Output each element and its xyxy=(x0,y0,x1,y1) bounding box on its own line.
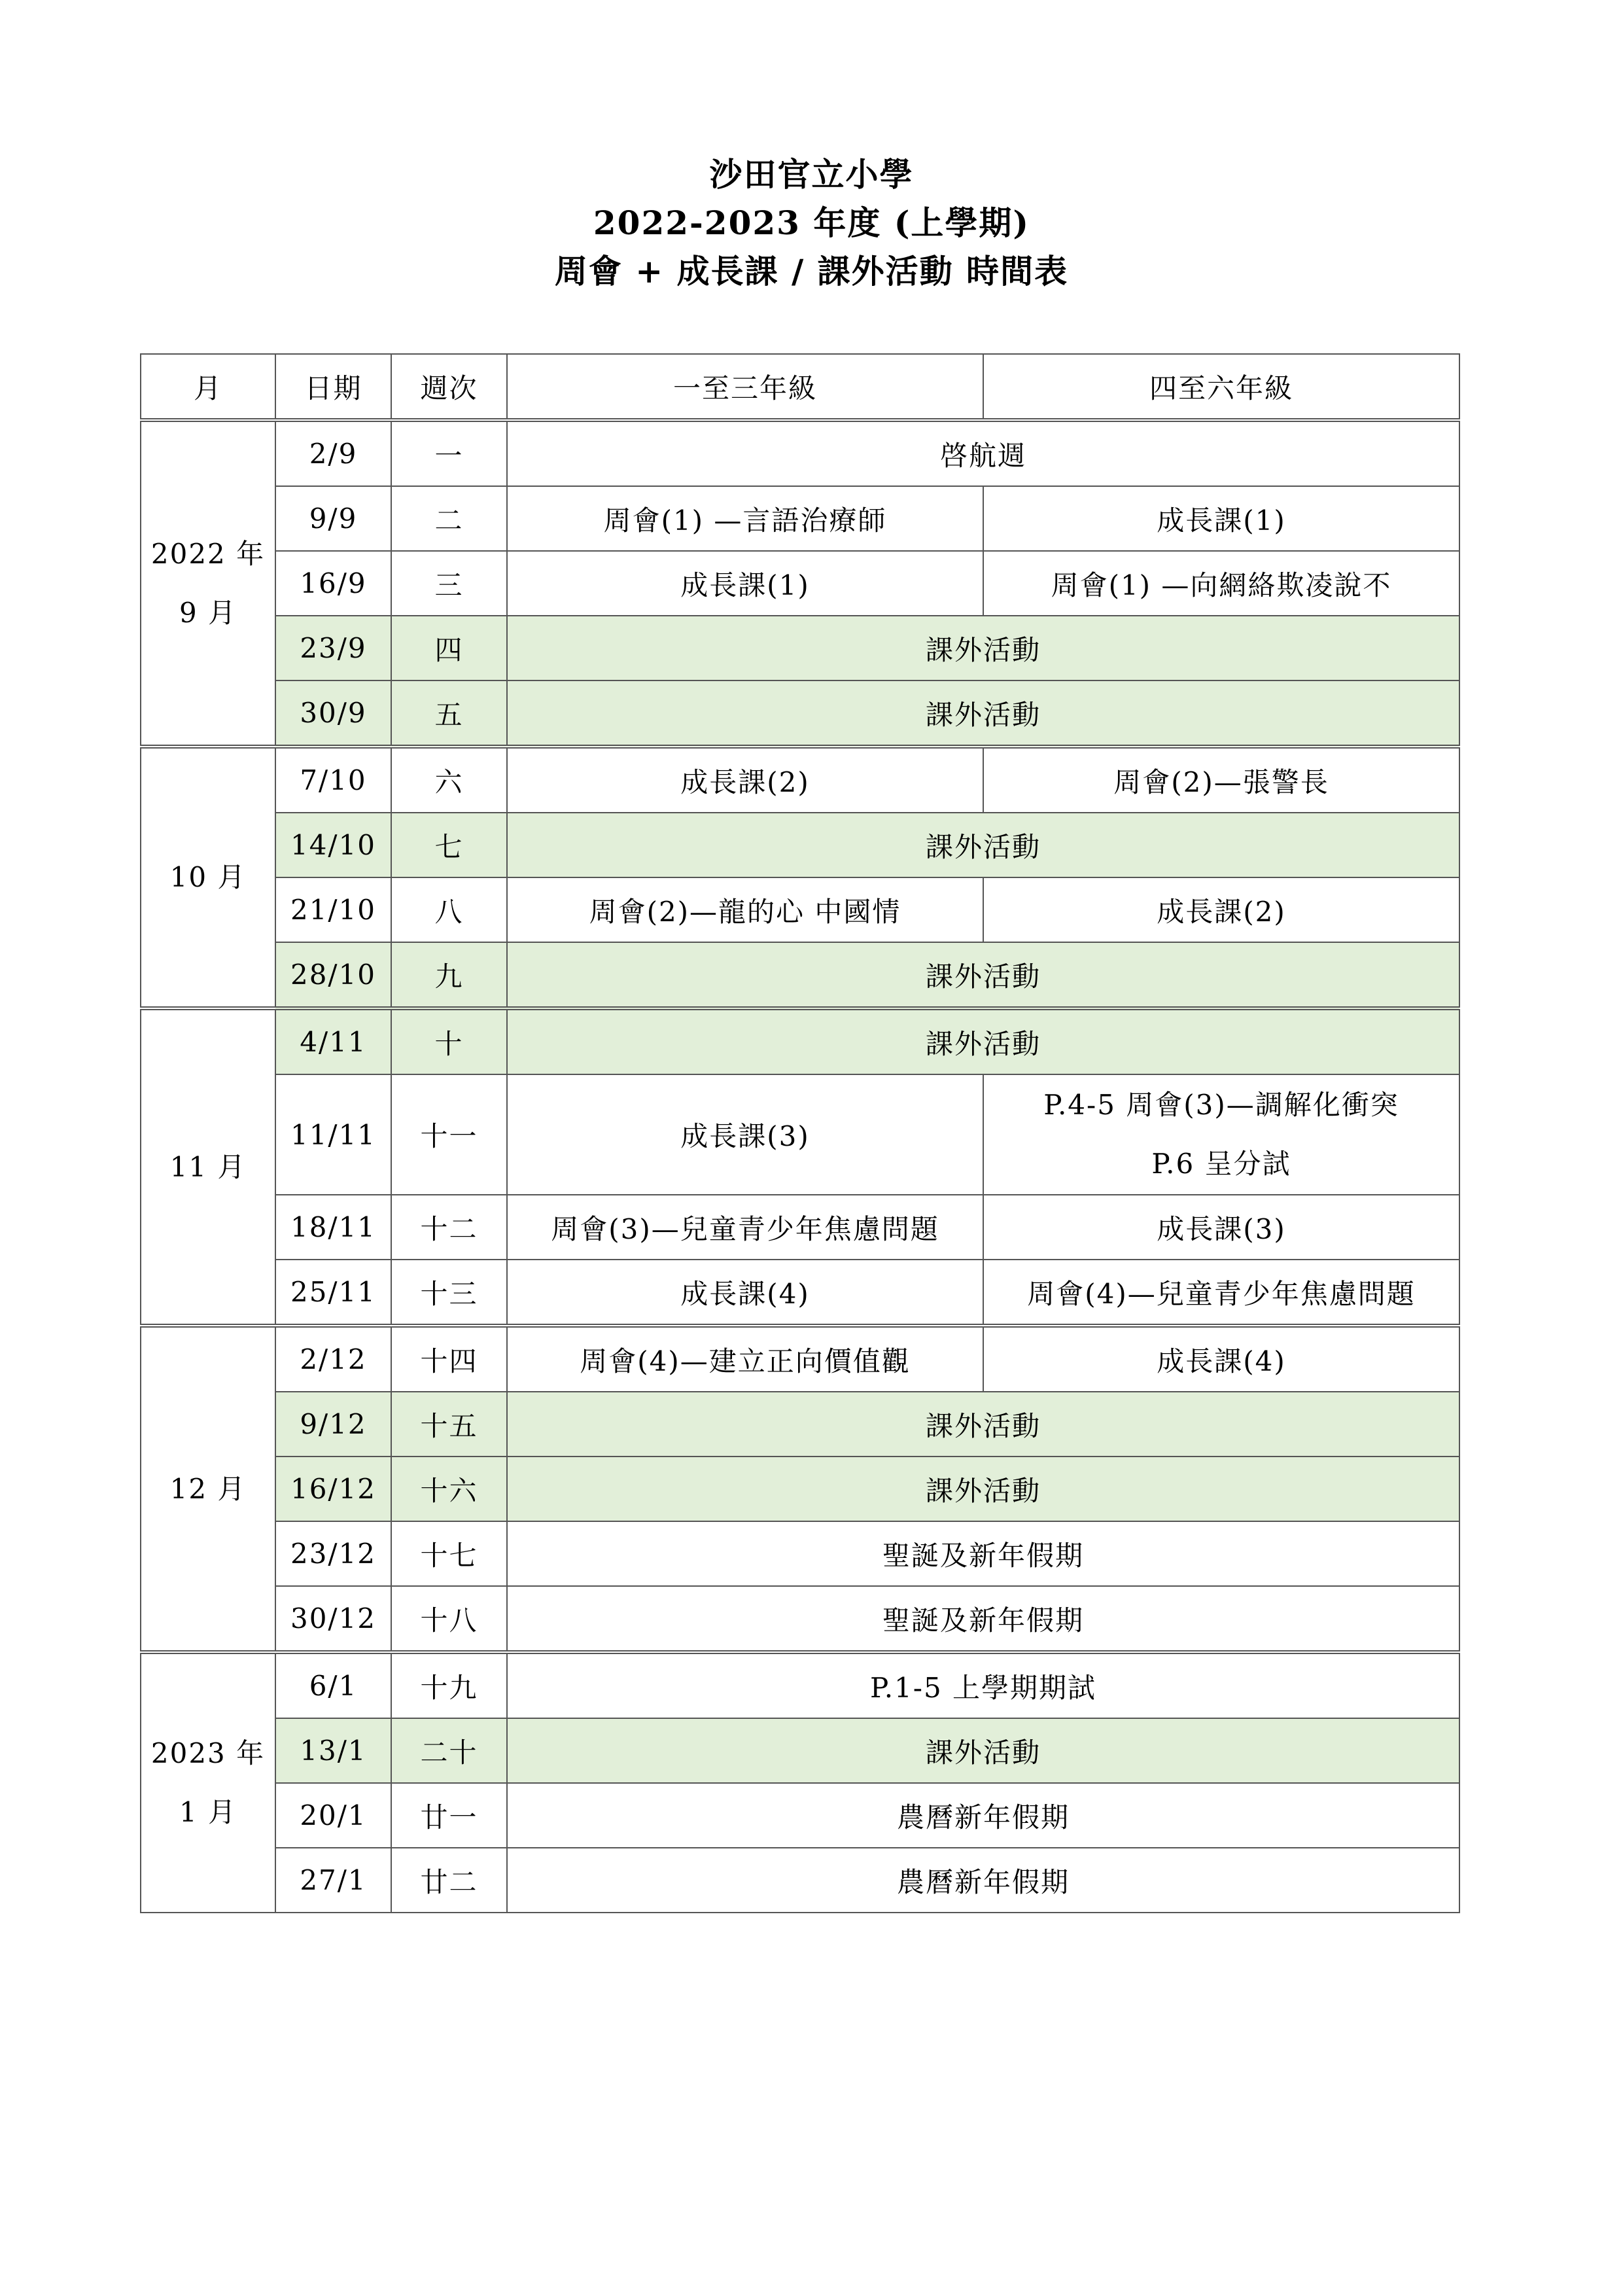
activity-cell: 課外活動 xyxy=(507,942,1459,1008)
holiday-cell: 聖誕及新年假期 xyxy=(507,1521,1459,1586)
senior-cell: 成長課(4) xyxy=(983,1326,1459,1392)
activity-cell: 課外活動 xyxy=(507,680,1459,747)
table-row xyxy=(141,1392,1459,1457)
table-row xyxy=(141,1521,1459,1586)
holiday-cell: 農曆新年假期 xyxy=(507,1783,1459,1848)
activity-cell: 課外活動 xyxy=(507,1718,1459,1783)
senior-cell: 成長課(1) xyxy=(983,486,1459,551)
week-cell: 十三 xyxy=(391,1260,507,1326)
table-row xyxy=(141,747,1459,813)
date-cell: 25/11 xyxy=(275,1260,391,1326)
date-cell: 20/1 xyxy=(275,1783,391,1848)
month-label: 1 月 xyxy=(179,1796,237,1828)
month-cell-oct: 10 月 xyxy=(141,747,275,1008)
date-cell: 4/11 xyxy=(275,1008,391,1074)
table-row xyxy=(141,1260,1459,1326)
exam-cell: P.1-5 上學期期試 xyxy=(507,1652,1459,1718)
table-row xyxy=(141,1783,1459,1848)
date-cell: 30/12 xyxy=(275,1586,391,1652)
week-cell: 廿二 xyxy=(391,1848,507,1913)
activity-cell: 課外活動 xyxy=(507,1457,1459,1521)
date-cell: 9/12 xyxy=(275,1392,391,1457)
week-cell: 六 xyxy=(391,747,507,813)
date-cell: 23/9 xyxy=(275,616,391,680)
activity-cell: 課外活動 xyxy=(507,616,1459,680)
date-cell: 2/9 xyxy=(275,420,391,486)
week-cell: 十五 xyxy=(391,1392,507,1457)
page-header xyxy=(0,150,1623,296)
holiday-cell: 農曆新年假期 xyxy=(507,1848,1459,1913)
date-cell: 2/12 xyxy=(275,1326,391,1392)
senior-cell: 周會(2)—張警長 xyxy=(983,747,1459,813)
junior-cell: 成長課(4) xyxy=(507,1260,983,1326)
date-cell: 16/12 xyxy=(275,1457,391,1521)
date-cell: 23/12 xyxy=(275,1521,391,1586)
date-cell: 27/1 xyxy=(275,1848,391,1913)
month-cell-jan xyxy=(141,1652,275,1913)
activity-cell: 課外活動 xyxy=(507,813,1459,877)
senior-cell: 成長課(3) xyxy=(983,1195,1459,1260)
table-row xyxy=(141,420,1459,486)
month-cell-sep xyxy=(141,420,275,747)
header-month: 月 xyxy=(141,354,275,420)
week-cell: 二十 xyxy=(391,1718,507,1783)
week-cell: 廿一 xyxy=(391,1783,507,1848)
schedule-table xyxy=(140,353,1460,1913)
table-row xyxy=(141,813,1459,877)
senior-cell: 周會(1) —向網絡欺凌說不 xyxy=(983,551,1459,616)
senior-cell: 成長課(2) xyxy=(983,877,1459,942)
month-cell-dec: 12 月 xyxy=(141,1326,275,1652)
week-cell: 十一 xyxy=(391,1074,507,1195)
junior-cell: 周會(2)—龍的心 中國情 xyxy=(507,877,983,942)
date-cell: 16/9 xyxy=(275,551,391,616)
date-cell: 7/10 xyxy=(275,747,391,813)
table-row xyxy=(141,1195,1459,1260)
table-header-row xyxy=(141,354,1459,420)
table-row xyxy=(141,1008,1459,1074)
week-cell: 十四 xyxy=(391,1326,507,1392)
table-row xyxy=(141,942,1459,1008)
header-date: 日期 xyxy=(275,354,391,420)
holiday-cell: 聖誕及新年假期 xyxy=(507,1586,1459,1652)
table-row xyxy=(141,486,1459,551)
week-cell: 十六 xyxy=(391,1457,507,1521)
senior-cell xyxy=(983,1074,1459,1195)
month-cell-nov: 11 月 xyxy=(141,1008,275,1326)
junior-cell: 周會(3)—兒童青少年焦慮問題 xyxy=(507,1195,983,1260)
activity-cell: 課外活動 xyxy=(507,1008,1459,1074)
header-senior: 四至六年級 xyxy=(983,354,1459,420)
page-title: 周會 + 成長課 / 課外活動 時間表 xyxy=(554,252,1069,291)
week-cell: 五 xyxy=(391,680,507,747)
header-junior: 一至三年級 xyxy=(507,354,983,420)
table-row xyxy=(141,1848,1459,1913)
junior-cell: 成長課(1) xyxy=(507,551,983,616)
week-cell: 四 xyxy=(391,616,507,680)
date-cell: 13/1 xyxy=(275,1718,391,1783)
week-cell: 八 xyxy=(391,877,507,942)
date-cell: 9/9 xyxy=(275,486,391,551)
date-cell: 14/10 xyxy=(275,813,391,877)
week-cell: 二 xyxy=(391,486,507,551)
table-row xyxy=(141,1652,1459,1718)
school-name: 沙田官立小學 xyxy=(709,155,914,194)
table-row xyxy=(141,1718,1459,1783)
school-year: 2022-2023 年度 (上學期) xyxy=(593,203,1030,242)
table-row xyxy=(141,1586,1459,1652)
date-cell: 18/11 xyxy=(275,1195,391,1260)
week-cell: 十九 xyxy=(391,1652,507,1718)
week-cell: 一 xyxy=(391,420,507,486)
week-cell: 十二 xyxy=(391,1195,507,1260)
week-cell: 三 xyxy=(391,551,507,616)
senior-cell: 周會(4)—兒童青少年焦慮問題 xyxy=(983,1260,1459,1326)
table-row xyxy=(141,1326,1459,1392)
week-cell: 十七 xyxy=(391,1521,507,1586)
activity-cell: 啓航週 xyxy=(507,420,1459,486)
date-cell: 6/1 xyxy=(275,1652,391,1718)
table-row xyxy=(141,877,1459,942)
junior-cell: 周會(4)—建立正向價值觀 xyxy=(507,1326,983,1392)
activity-cell: 課外活動 xyxy=(507,1392,1459,1457)
week-cell: 七 xyxy=(391,813,507,877)
week-cell: 十八 xyxy=(391,1586,507,1652)
month-label: 2022 年 xyxy=(150,537,266,570)
header-week: 週次 xyxy=(391,354,507,420)
month-label: 2023 年 xyxy=(150,1737,266,1769)
table-row xyxy=(141,616,1459,680)
date-cell: 28/10 xyxy=(275,942,391,1008)
month-label: 9 月 xyxy=(179,596,237,629)
date-cell: 30/9 xyxy=(275,680,391,747)
week-cell: 九 xyxy=(391,942,507,1008)
table-row xyxy=(141,1074,1459,1195)
junior-cell: 成長課(3) xyxy=(507,1074,983,1195)
date-cell: 21/10 xyxy=(275,877,391,942)
table-row xyxy=(141,551,1459,616)
junior-cell: 成長課(2) xyxy=(507,747,983,813)
table-row xyxy=(141,1457,1459,1521)
senior-line: P.6 呈分試 xyxy=(1151,1148,1291,1180)
date-cell: 11/11 xyxy=(275,1074,391,1195)
table-row xyxy=(141,680,1459,747)
senior-line: P.4-5 周會(3)—調解化衝突 xyxy=(1043,1089,1399,1121)
week-cell: 十 xyxy=(391,1008,507,1074)
junior-cell: 周會(1) —言語治療師 xyxy=(507,486,983,551)
